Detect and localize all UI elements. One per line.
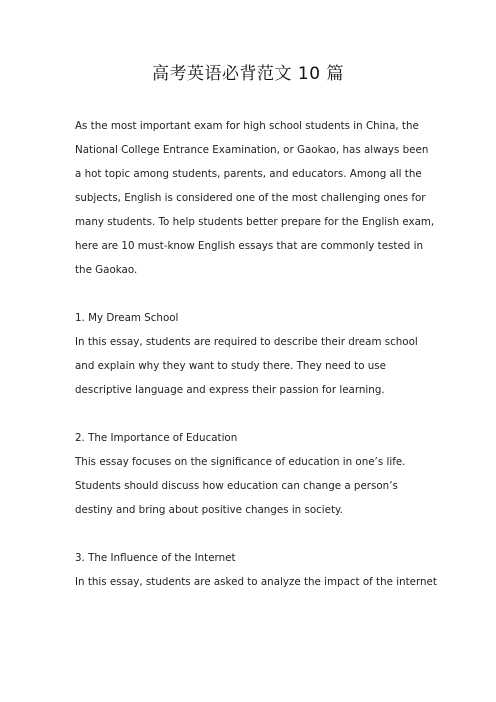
section-line: This essay focuses on the significance of education in one’s life. [75,456,406,468]
document-title: 高考英语必背范文 10 篇 [152,64,344,84]
intro-paragraph [75,114,435,282]
section-line: Students should discuss how education can change a person’s [75,480,398,492]
section-line: In this essay, students are required to describe their dream school [75,336,418,348]
section-line: In this essay, students are asked to analyze the impact of the internet [75,576,437,588]
section-heading: 2. The Importance of Education [75,432,238,444]
section-3 [75,546,435,594]
document-body [75,114,435,594]
paragraph-gap [75,282,435,306]
section-heading: 3. The Influence of the Internet [75,552,236,564]
intro-line: a hot topic among students, parents, and educators. Among all the [75,168,422,180]
section-2 [75,426,435,522]
intro-line: National College Entrance Examination, or Gaokao, has always been [75,144,429,156]
intro-line: subjects, English is considered one of the most challenging ones for [75,192,426,204]
paragraph-gap [75,402,435,426]
section-line: and explain why they want to study there. They need to use [75,360,386,372]
paragraph-gap [75,522,435,546]
intro-line: As the most important exam for high school students in China, the [75,120,419,132]
section-line: destiny and bring about positive changes in society. [75,504,343,516]
intro-line: many students. To help students better prepare for the English exam, [75,216,435,228]
section-1 [75,306,435,402]
section-heading: 1. My Dream School [75,312,179,324]
intro-line: the Gaokao. [75,264,138,276]
section-line: descriptive language and express their passion for learning. [75,384,385,396]
intro-line: here are 10 must-know English essays that are commonly tested in [75,240,423,252]
